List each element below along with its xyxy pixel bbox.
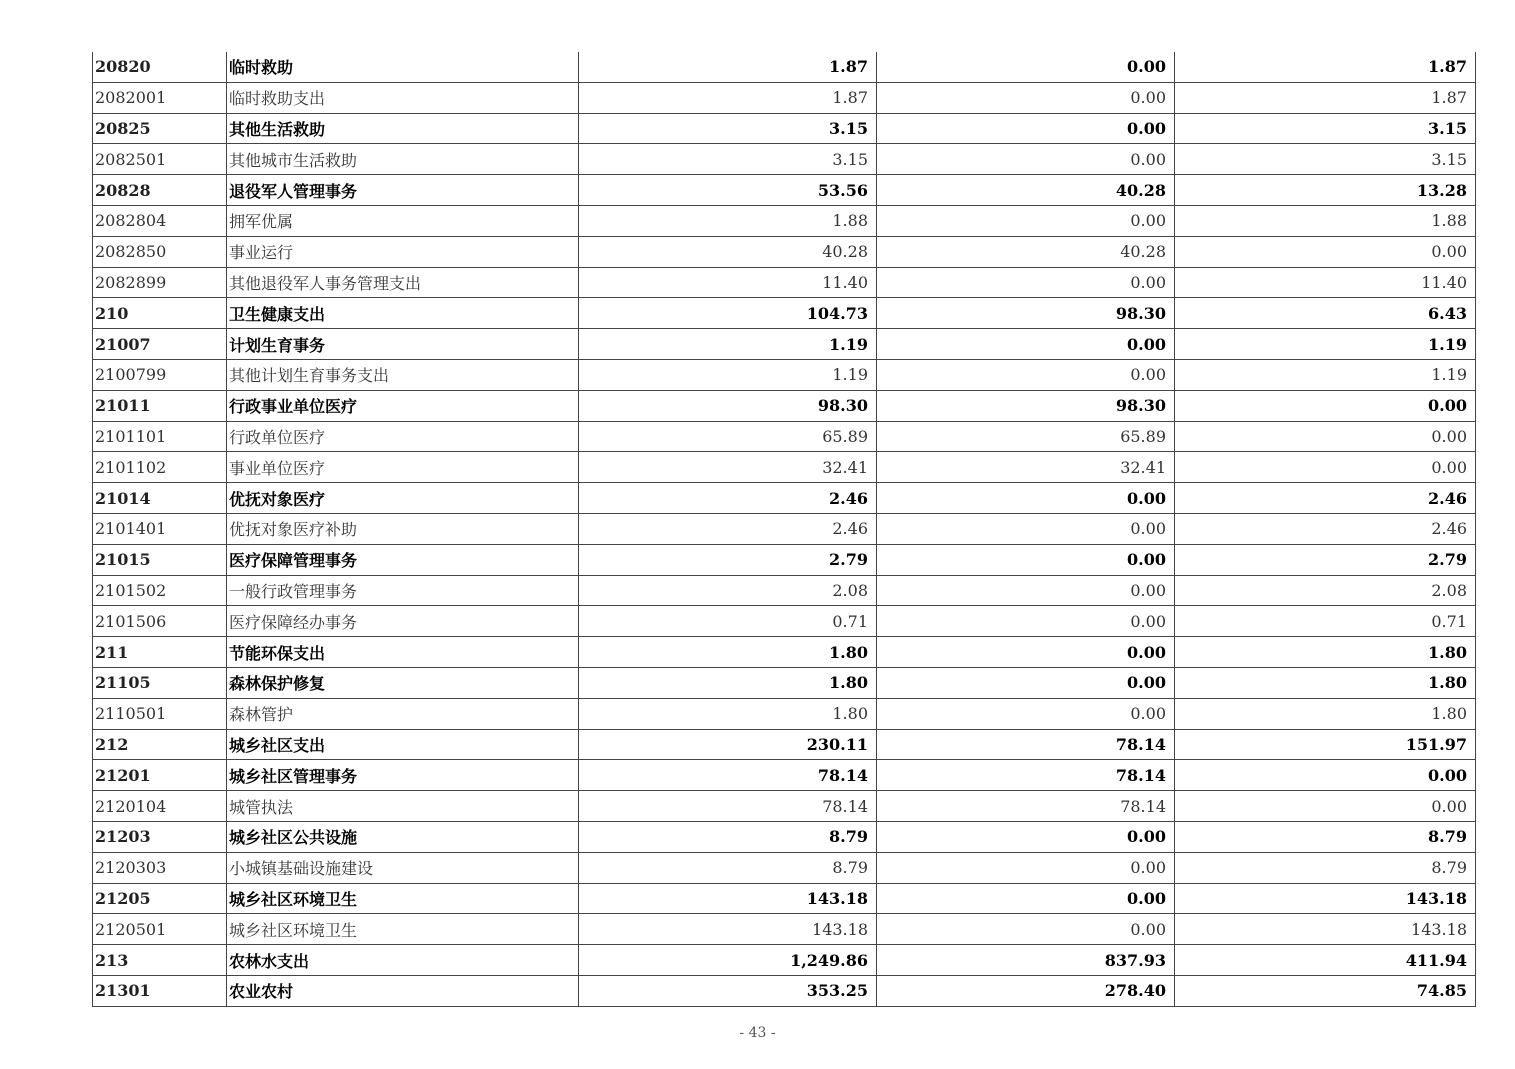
total-cell: 78.14 <box>579 760 877 791</box>
project-cell: 3.15 <box>1175 113 1476 144</box>
basic-cell: 0.00 <box>877 544 1175 575</box>
code-cell: 2101101 <box>93 421 227 452</box>
table-row <box>93 606 1476 637</box>
project-cell: 0.00 <box>1175 390 1476 421</box>
code-cell: 212 <box>93 729 227 760</box>
code-cell: 2120104 <box>93 791 227 822</box>
basic-cell: 0.00 <box>877 914 1175 945</box>
project-cell: 2.46 <box>1175 483 1476 514</box>
project-cell: 143.18 <box>1175 883 1476 914</box>
total-cell: 1.87 <box>579 52 877 82</box>
basic-cell: 40.28 <box>877 175 1175 206</box>
project-cell: 0.00 <box>1175 452 1476 483</box>
page-number: - 43 - <box>739 1025 776 1041</box>
project-cell: 0.00 <box>1175 421 1476 452</box>
basic-cell: 0.00 <box>877 637 1175 668</box>
total-cell: 104.73 <box>579 298 877 329</box>
total-cell: 2.46 <box>579 513 877 544</box>
table-row <box>93 359 1476 390</box>
project-cell: 411.94 <box>1175 945 1476 976</box>
total-cell: 1.19 <box>579 329 877 360</box>
project-cell: 0.71 <box>1175 606 1476 637</box>
total-cell: 143.18 <box>579 914 877 945</box>
total-cell: 1.80 <box>579 637 877 668</box>
code-cell: 2101102 <box>93 452 227 483</box>
code-cell: 210 <box>93 298 227 329</box>
code-cell: 20828 <box>93 175 227 206</box>
total-cell: 143.18 <box>579 883 877 914</box>
project-cell: 0.00 <box>1175 236 1476 267</box>
name-cell: 城管执法 <box>227 791 579 822</box>
basic-cell: 0.00 <box>877 329 1175 360</box>
project-cell: 1.87 <box>1175 52 1476 82</box>
code-cell: 2082501 <box>93 144 227 175</box>
basic-cell: 65.89 <box>877 421 1175 452</box>
code-cell: 2120501 <box>93 914 227 945</box>
name-cell: 其他城市生活救助 <box>227 144 579 175</box>
total-cell: 2.08 <box>579 575 877 606</box>
name-cell: 一般行政管理事务 <box>227 575 579 606</box>
name-cell: 优抚对象医疗 <box>227 483 579 514</box>
basic-cell: 278.40 <box>877 975 1175 1006</box>
name-cell: 农林水支出 <box>227 945 579 976</box>
total-cell: 3.15 <box>579 113 877 144</box>
total-cell: 8.79 <box>579 852 877 883</box>
code-cell: 2101401 <box>93 513 227 544</box>
code-cell: 21203 <box>93 821 227 852</box>
table-row <box>93 729 1476 760</box>
table-row <box>93 637 1476 668</box>
basic-cell: 32.41 <box>877 452 1175 483</box>
project-cell: 1.19 <box>1175 359 1476 390</box>
code-cell: 213 <box>93 945 227 976</box>
total-cell: 1.87 <box>579 82 877 113</box>
code-cell: 211 <box>93 637 227 668</box>
table-row <box>93 791 1476 822</box>
total-cell: 1.80 <box>579 667 877 698</box>
basic-cell: 0.00 <box>877 52 1175 82</box>
basic-cell: 98.30 <box>877 390 1175 421</box>
basic-cell: 40.28 <box>877 236 1175 267</box>
name-cell: 临时救助支出 <box>227 82 579 113</box>
total-cell: 1,249.86 <box>579 945 877 976</box>
table-row <box>93 267 1476 298</box>
name-cell: 拥军优属 <box>227 205 579 236</box>
name-cell: 卫生健康支出 <box>227 298 579 329</box>
basic-cell: 0.00 <box>877 821 1175 852</box>
basic-cell: 0.00 <box>877 852 1175 883</box>
project-cell: 3.15 <box>1175 144 1476 175</box>
name-cell: 城乡社区管理事务 <box>227 760 579 791</box>
basic-cell: 0.00 <box>877 144 1175 175</box>
name-cell: 医疗保障经办事务 <box>227 606 579 637</box>
code-cell: 21007 <box>93 329 227 360</box>
total-cell: 32.41 <box>579 452 877 483</box>
basic-cell: 837.93 <box>877 945 1175 976</box>
basic-cell: 0.00 <box>877 267 1175 298</box>
total-cell: 1.88 <box>579 205 877 236</box>
total-cell: 11.40 <box>579 267 877 298</box>
basic-cell: 0.00 <box>877 483 1175 514</box>
project-cell: 0.00 <box>1175 760 1476 791</box>
project-cell: 11.40 <box>1175 267 1476 298</box>
name-cell: 城乡社区支出 <box>227 729 579 760</box>
basic-cell: 78.14 <box>877 729 1175 760</box>
project-cell: 143.18 <box>1175 914 1476 945</box>
basic-cell: 78.14 <box>877 791 1175 822</box>
code-cell: 2082001 <box>93 82 227 113</box>
project-cell: 2.46 <box>1175 513 1476 544</box>
code-cell: 21015 <box>93 544 227 575</box>
table-row <box>93 914 1476 945</box>
name-cell: 节能环保支出 <box>227 637 579 668</box>
basic-cell: 0.00 <box>877 513 1175 544</box>
basic-cell: 0.00 <box>877 205 1175 236</box>
project-cell: 0.00 <box>1175 791 1476 822</box>
basic-cell: 0.00 <box>877 575 1175 606</box>
name-cell: 森林管护 <box>227 698 579 729</box>
project-cell: 2.08 <box>1175 575 1476 606</box>
table-row <box>93 236 1476 267</box>
code-cell: 21014 <box>93 483 227 514</box>
name-cell: 其他退役军人事务管理支出 <box>227 267 579 298</box>
name-cell: 城乡社区环境卫生 <box>227 883 579 914</box>
name-cell: 农业农村 <box>227 975 579 1006</box>
total-cell: 65.89 <box>579 421 877 452</box>
table-row <box>93 883 1476 914</box>
table-row <box>93 452 1476 483</box>
table-row <box>93 483 1476 514</box>
name-cell: 城乡社区环境卫生 <box>227 914 579 945</box>
name-cell: 退役军人管理事务 <box>227 175 579 206</box>
table-row <box>93 852 1476 883</box>
code-cell: 2100799 <box>93 359 227 390</box>
name-cell: 城乡社区公共设施 <box>227 821 579 852</box>
project-cell: 1.80 <box>1175 698 1476 729</box>
code-cell: 2082850 <box>93 236 227 267</box>
code-cell: 21301 <box>93 975 227 1006</box>
project-cell: 151.97 <box>1175 729 1476 760</box>
table-row <box>93 298 1476 329</box>
table-row <box>93 175 1476 206</box>
budget-table-body <box>93 52 1476 1006</box>
total-cell: 0.71 <box>579 606 877 637</box>
code-cell: 2101506 <box>93 606 227 637</box>
table-row <box>93 544 1476 575</box>
code-cell: 21105 <box>93 667 227 698</box>
project-cell: 74.85 <box>1175 975 1476 1006</box>
code-cell: 2101502 <box>93 575 227 606</box>
total-cell: 230.11 <box>579 729 877 760</box>
project-cell: 1.87 <box>1175 82 1476 113</box>
code-cell: 20820 <box>93 52 227 82</box>
table-row <box>93 667 1476 698</box>
budget-table <box>92 52 1476 1007</box>
table-row <box>93 82 1476 113</box>
name-cell: 其他计划生育事务支出 <box>227 359 579 390</box>
project-cell: 1.80 <box>1175 637 1476 668</box>
project-cell: 6.43 <box>1175 298 1476 329</box>
total-cell: 53.56 <box>579 175 877 206</box>
name-cell: 医疗保障管理事务 <box>227 544 579 575</box>
name-cell: 行政单位医疗 <box>227 421 579 452</box>
total-cell: 353.25 <box>579 975 877 1006</box>
code-cell: 21011 <box>93 390 227 421</box>
table-row <box>93 575 1476 606</box>
total-cell: 98.30 <box>579 390 877 421</box>
code-cell: 2082899 <box>93 267 227 298</box>
basic-cell: 0.00 <box>877 113 1175 144</box>
table-row <box>93 144 1476 175</box>
basic-cell: 0.00 <box>877 667 1175 698</box>
table-row <box>93 52 1476 82</box>
total-cell: 2.46 <box>579 483 877 514</box>
table-row <box>93 821 1476 852</box>
table-row <box>93 760 1476 791</box>
table-row <box>93 205 1476 236</box>
code-cell: 21201 <box>93 760 227 791</box>
total-cell: 2.79 <box>579 544 877 575</box>
table-row <box>93 975 1476 1006</box>
table-row <box>93 329 1476 360</box>
table-row <box>93 421 1476 452</box>
name-cell: 事业运行 <box>227 236 579 267</box>
name-cell: 临时救助 <box>227 52 579 82</box>
total-cell: 1.19 <box>579 359 877 390</box>
total-cell: 40.28 <box>579 236 877 267</box>
name-cell: 计划生育事务 <box>227 329 579 360</box>
basic-cell: 0.00 <box>877 359 1175 390</box>
table-row <box>93 113 1476 144</box>
basic-cell: 98.30 <box>877 298 1175 329</box>
table-row <box>93 390 1476 421</box>
name-cell: 事业单位医疗 <box>227 452 579 483</box>
code-cell: 2082804 <box>93 205 227 236</box>
basic-cell: 78.14 <box>877 760 1175 791</box>
basic-cell: 0.00 <box>877 82 1175 113</box>
total-cell: 3.15 <box>579 144 877 175</box>
code-cell: 21205 <box>93 883 227 914</box>
basic-cell: 0.00 <box>877 883 1175 914</box>
total-cell: 1.80 <box>579 698 877 729</box>
code-cell: 2110501 <box>93 698 227 729</box>
name-cell: 优抚对象医疗补助 <box>227 513 579 544</box>
project-cell: 1.80 <box>1175 667 1476 698</box>
project-cell: 8.79 <box>1175 852 1476 883</box>
code-cell: 2120303 <box>93 852 227 883</box>
name-cell: 小城镇基础设施建设 <box>227 852 579 883</box>
basic-cell: 0.00 <box>877 606 1175 637</box>
basic-cell: 0.00 <box>877 698 1175 729</box>
project-cell: 13.28 <box>1175 175 1476 206</box>
name-cell: 其他生活救助 <box>227 113 579 144</box>
name-cell: 行政事业单位医疗 <box>227 390 579 421</box>
project-cell: 1.88 <box>1175 205 1476 236</box>
project-cell: 8.79 <box>1175 821 1476 852</box>
total-cell: 78.14 <box>579 791 877 822</box>
project-cell: 1.19 <box>1175 329 1476 360</box>
name-cell: 森林保护修复 <box>227 667 579 698</box>
table-row <box>93 698 1476 729</box>
total-cell: 8.79 <box>579 821 877 852</box>
code-cell: 20825 <box>93 113 227 144</box>
table-row <box>93 945 1476 976</box>
project-cell: 2.79 <box>1175 544 1476 575</box>
table-row <box>93 513 1476 544</box>
